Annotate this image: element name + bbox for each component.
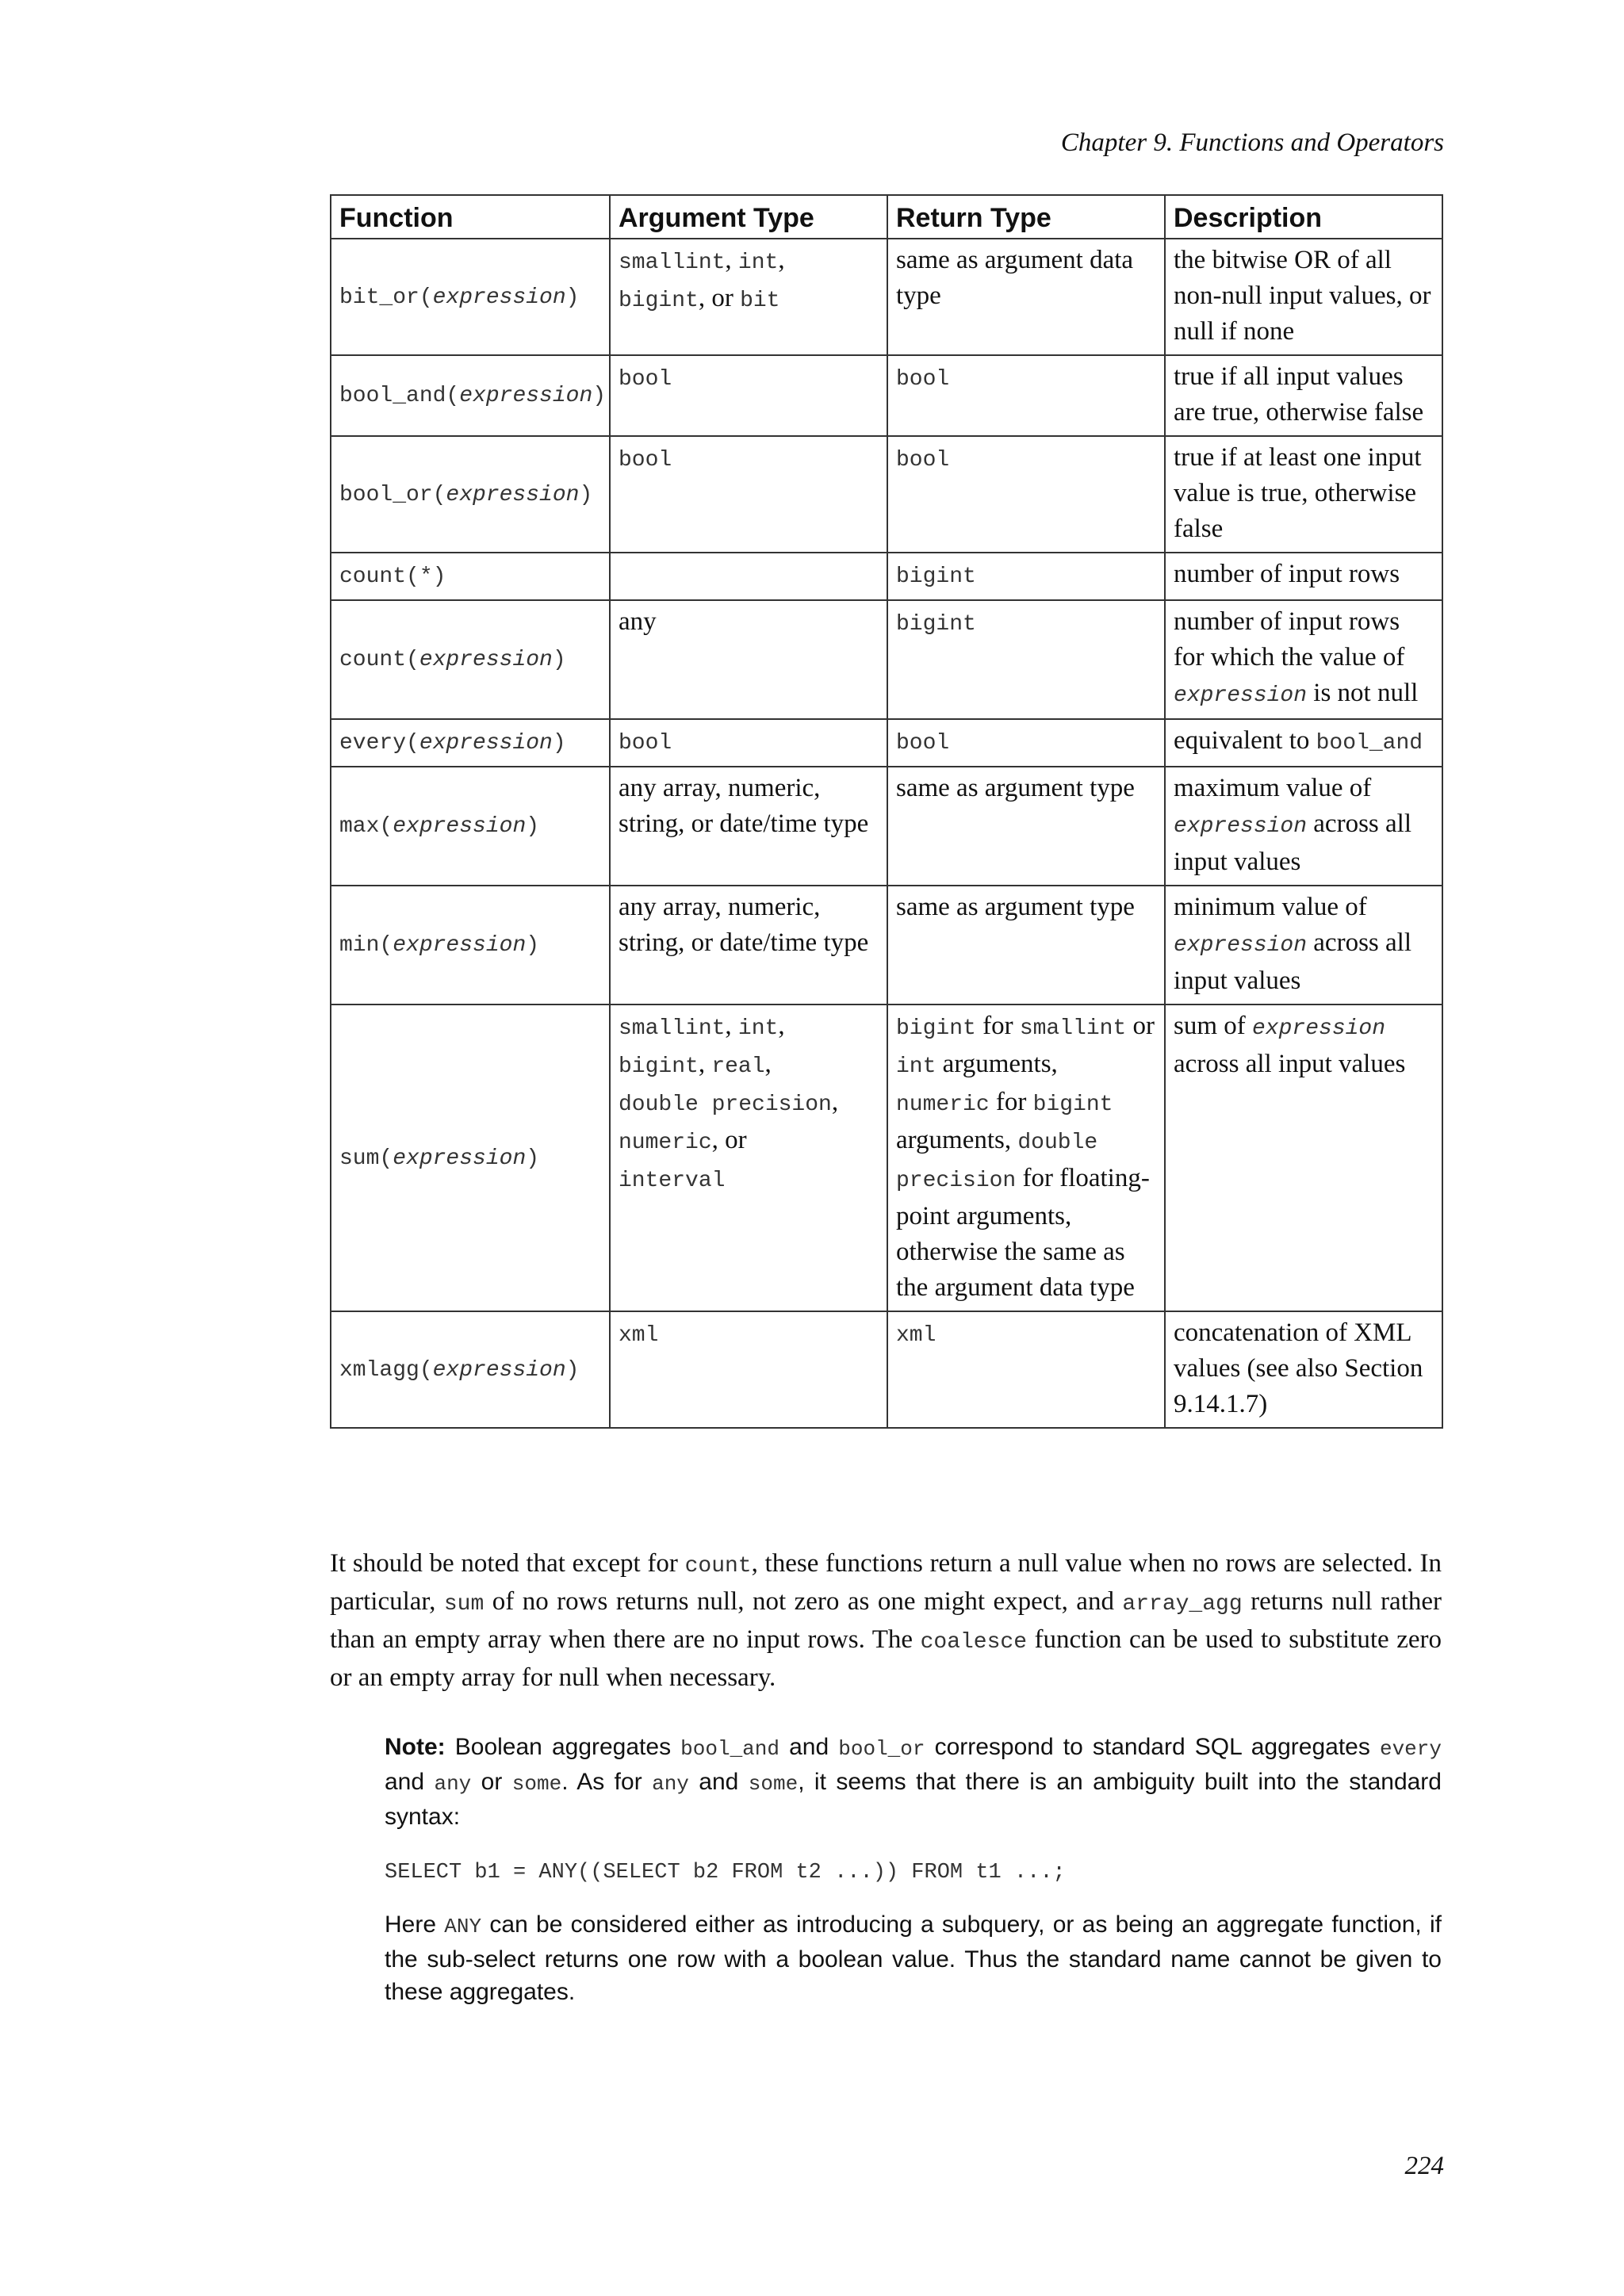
column-header-description: Description xyxy=(1165,195,1442,239)
return-type-cell xyxy=(887,719,1165,767)
description-cell: minimum value of expression across all input values xyxy=(1165,886,1442,1004)
code-term: int xyxy=(896,1054,936,1079)
code-term: expression xyxy=(1174,683,1308,708)
code-term: bool_and xyxy=(1316,731,1423,756)
table-row xyxy=(331,1004,1442,1311)
return-type-cell xyxy=(887,355,1165,436)
table-row xyxy=(331,767,1442,886)
code-term: smallint xyxy=(619,251,726,275)
function-cell xyxy=(331,886,610,1004)
code-term: bigint xyxy=(896,564,976,589)
code-term: some xyxy=(511,1772,562,1796)
code-term: every xyxy=(1379,1737,1442,1761)
note-text-body: Boolean aggregates bool_and and bool_or correspond to standard SQL aggregates every and any or some. As for any and some, it seems that there is an ambiguity built into the standard syntax: xyxy=(385,1734,1442,1830)
code-term: double precision xyxy=(619,1093,832,1117)
code-term: bigint xyxy=(619,289,699,313)
function-cell xyxy=(331,239,610,355)
function-signature: xmlagg(expression) xyxy=(339,1357,580,1383)
argument-type-cell xyxy=(610,1311,887,1428)
code-term: interval xyxy=(619,1169,726,1193)
table-body xyxy=(331,239,1442,1428)
table-row xyxy=(331,436,1442,553)
argument-type-cell: smallint, int, bigint, or bit xyxy=(610,239,887,355)
table-row xyxy=(331,1311,1442,1428)
table-header-row xyxy=(331,195,1442,239)
code-term: bool xyxy=(896,448,950,473)
column-header-function: Function xyxy=(331,195,610,239)
code-term: sum xyxy=(443,1592,485,1617)
return-type-cell xyxy=(887,1311,1165,1428)
note-text-2: Here ANY can be considered either as introducing a subquery, or as being an aggregate function, if the sub-select returns one row with a boolean value. Thus the standard name cannot be given to these aggregates. xyxy=(385,1911,1442,2005)
note-box xyxy=(385,1731,1442,2008)
function-cell xyxy=(331,1004,610,1311)
code-term: expression xyxy=(1174,933,1308,958)
return-type-cell: same as argument data type xyxy=(887,239,1165,355)
code-term: bigint xyxy=(896,1016,976,1041)
table-row xyxy=(331,600,1442,719)
table-row xyxy=(331,355,1442,436)
code-term: bool xyxy=(896,367,950,392)
function-cell xyxy=(331,1311,610,1428)
code-term: bool xyxy=(619,448,672,473)
argument-type-cell xyxy=(610,436,887,553)
code-term: bool xyxy=(896,731,950,756)
code-term: numeric xyxy=(896,1093,990,1117)
argument-type-cell: any xyxy=(610,600,887,719)
function-signature: count(expression) xyxy=(339,648,566,672)
table-row xyxy=(331,719,1442,767)
column-header-argument-type: Argument Type xyxy=(610,195,887,239)
sql-code-example: SELECT b1 = ANY((SELECT b2 FROM t2 ...)) FROM t1 ...; xyxy=(385,1861,1066,1885)
function-signature: bool_and(expression) xyxy=(339,384,607,408)
page-number: 224 xyxy=(1404,2152,1444,2180)
function-cell xyxy=(331,553,610,600)
function-cell xyxy=(331,436,610,553)
code-term: bigint xyxy=(896,612,976,637)
code-term: expression xyxy=(1174,814,1308,839)
function-signature: bit_or(expression) xyxy=(339,285,580,310)
function-cell xyxy=(331,719,610,767)
code-term: bigint xyxy=(619,1054,699,1079)
function-signature: count(*) xyxy=(339,564,446,589)
return-type-cell: same as argument type xyxy=(887,886,1165,1004)
description-cell: maximum value of expression across all input values xyxy=(1165,767,1442,886)
code-term: any xyxy=(434,1772,472,1796)
code-term: double precision xyxy=(896,1131,1098,1193)
code-term: int xyxy=(737,251,779,275)
function-cell xyxy=(331,600,610,719)
code-term: ANY xyxy=(444,1915,482,1938)
code-term: smallint xyxy=(1019,1016,1127,1041)
code-term: bool_and xyxy=(680,1737,779,1761)
code-term: some xyxy=(748,1772,799,1796)
code-term: bit xyxy=(740,289,780,313)
code-term: coalesce xyxy=(920,1630,1028,1655)
code-term: any xyxy=(652,1772,689,1796)
argument-type-cell: any array, numeric, string, or date/time type xyxy=(610,886,887,1004)
code-term: xml xyxy=(619,1323,659,1348)
description-cell: number of input rows for which the value of expression is not null xyxy=(1165,600,1442,719)
description-cell: sum of expression across all input values xyxy=(1165,1004,1442,1311)
code-term: real xyxy=(711,1054,765,1079)
function-signature: every(expression) xyxy=(339,731,566,756)
return-type-cell xyxy=(887,436,1165,553)
code-term: xml xyxy=(896,1323,936,1348)
code-term: int xyxy=(737,1016,779,1041)
return-type-cell: same as argument type xyxy=(887,767,1165,886)
code-term: numeric xyxy=(619,1131,712,1155)
table-row xyxy=(331,553,1442,600)
return-type-cell xyxy=(887,553,1165,600)
aggregate-functions-table xyxy=(330,194,1443,1429)
description-cell: true if at least one input value is true, otherwise false xyxy=(1165,436,1442,553)
return-type-cell: bigint for smallint or int arguments, numeric for bigint arguments, double precision for floating-point arguments, otherwise the same as the argument data type xyxy=(887,1004,1165,1311)
description-cell: number of input rows xyxy=(1165,553,1442,600)
argument-type-cell xyxy=(610,719,887,767)
table-row xyxy=(331,239,1442,355)
column-header-return-type: Return Type xyxy=(887,195,1165,239)
description-cell: concatenation of XML values (see also Section 9.14.1.7) xyxy=(1165,1311,1442,1428)
description-cell: equivalent to bool_and xyxy=(1165,719,1442,767)
argument-type-cell: any array, numeric, string, or date/time type xyxy=(610,767,887,886)
chapter-header: Chapter 9. Functions and Operators xyxy=(1060,128,1444,157)
argument-type-cell: smallint, int, bigint, real, double precision, numeric, or interval xyxy=(610,1004,887,1311)
code-term: smallint xyxy=(619,1016,726,1041)
description-cell: the bitwise OR of all non-null input values, or null if none xyxy=(1165,239,1442,355)
note-label: Note: xyxy=(385,1734,446,1760)
code-term: count xyxy=(684,1554,752,1578)
body-paragraph: It should be noted that except for count, these functions return a null value when no rows are selected. In particular, sum of no rows returns null, not zero as one might expect, and array_agg returns null rather than an empty array when there are no input rows. The coalesce function can be used to substitute zero or an empty array for null when necessary. xyxy=(330,1549,1442,1692)
function-signature: sum(expression) xyxy=(339,1146,540,1171)
function-signature: min(expression) xyxy=(339,933,540,958)
function-signature: max(expression) xyxy=(339,814,540,839)
function-cell xyxy=(331,767,610,886)
code-term: bool_or xyxy=(838,1737,925,1761)
return-type-cell xyxy=(887,600,1165,719)
table-row xyxy=(331,886,1442,1004)
code-term: array_agg xyxy=(1122,1592,1243,1617)
code-term: bigint xyxy=(1032,1093,1113,1117)
code-term: bool xyxy=(619,731,672,756)
argument-type-cell xyxy=(610,553,887,600)
function-signature: bool_or(expression) xyxy=(339,482,593,507)
argument-type-cell xyxy=(610,355,887,436)
code-term: expression xyxy=(1252,1016,1386,1041)
code-term: bool xyxy=(619,367,672,392)
function-cell xyxy=(331,355,610,436)
description-cell: true if all input values are true, otherwise false xyxy=(1165,355,1442,436)
note-text xyxy=(385,1731,1442,1833)
